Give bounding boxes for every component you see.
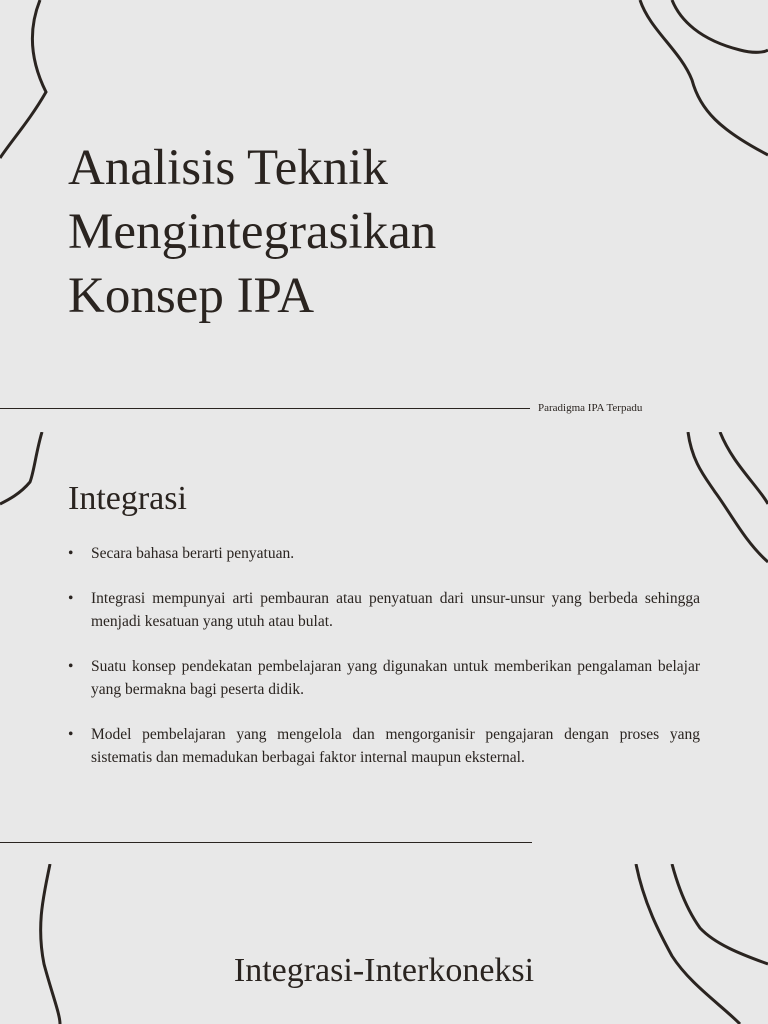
list-item — [68, 655, 700, 701]
deco-curve-left — [41, 864, 60, 1024]
bullet-list — [68, 542, 700, 791]
bullet-icon: • — [68, 726, 74, 743]
section-heading: Integrasi — [68, 480, 187, 517]
page-title: Analisis Teknik Mengintegrasikan Konsep IPA — [68, 140, 437, 324]
bullet-icon: • — [68, 545, 74, 562]
list-item — [68, 587, 700, 633]
bullet-icon: • — [68, 658, 74, 675]
section-heading: Integrasi-Interkoneksi — [233, 952, 535, 989]
decorative-lines — [0, 864, 768, 1024]
divider-line — [0, 408, 530, 409]
deco-curve-left — [0, 432, 42, 504]
deco-curve-right-b — [720, 432, 768, 504]
deco-curve-right-a — [688, 432, 768, 562]
slide-title — [0, 0, 768, 432]
footer-text: Paradigma IPA Terpadu — [538, 402, 643, 414]
list-item-text: Integrasi mempunyai arti pembauran atau penyatuan dari unsur-unsur yang berbeda sehingga menjadi kesatuan yang utuh atau bulat. — [91, 590, 700, 630]
divider-line — [0, 842, 532, 843]
deco-curve-right-top — [672, 0, 768, 52]
deco-curve-right-long — [640, 0, 768, 155]
list-item — [68, 542, 700, 565]
list-item-text: Suatu konsep pendekatan pembelajaran yang digunakan untuk memberikan pengalaman belajar yang bermakna bagi peserta didik. — [91, 658, 700, 698]
slide-integrasi-interkoneksi — [0, 864, 768, 1024]
list-item-text: Secara bahasa berarti penyatuan. — [91, 545, 295, 562]
deco-curve-left — [0, 0, 46, 158]
deco-curve-right-a — [636, 864, 740, 1024]
deco-curve-right-b — [672, 864, 768, 964]
slide-integrasi — [0, 432, 768, 864]
list-item-text: Model pembelajaran yang mengelola dan mengorganisir pengajaran dengan proses yang sistematis dan memadukan berbagai faktor internal maupun eksternal. — [91, 726, 700, 766]
list-item — [68, 723, 700, 769]
bullet-icon: • — [68, 590, 74, 607]
